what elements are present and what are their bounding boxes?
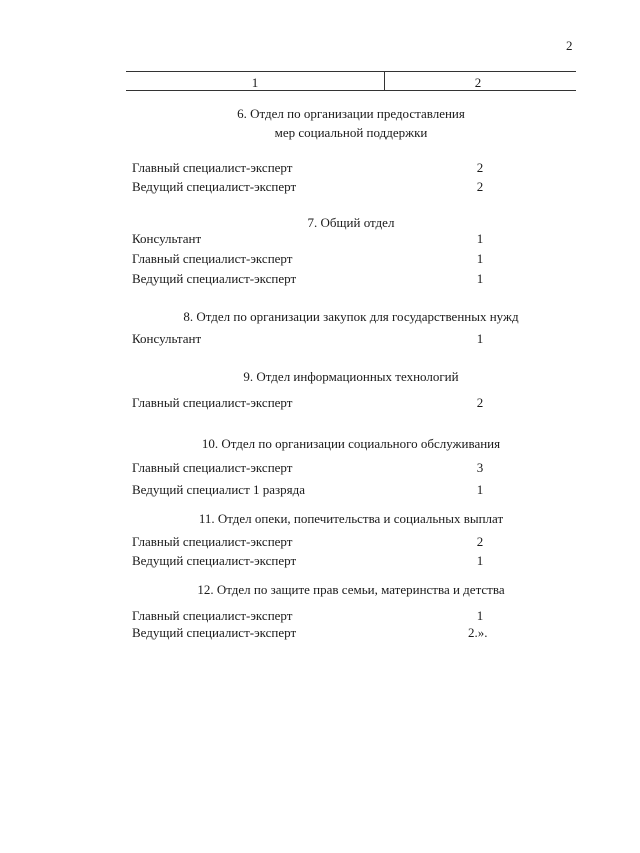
section-heading-6 [126,104,576,142]
section-heading-line: мер социальной поддержки [274,125,428,140]
position-label: Консультант [132,231,202,246]
position-count: 2 [476,160,484,175]
page-number: 2 [566,38,573,53]
position-count: 2 [476,534,484,549]
position-count: 1 [476,553,484,568]
position-count: 1 [476,331,484,346]
position-count: 1 [476,251,484,266]
position-count: 1 [476,608,484,623]
position-label: Главный специалист-эксперт [132,160,293,175]
section-heading-10: 10. Отдел по организации социального обслуживания [201,436,501,451]
section-heading-11: 11. Отдел опеки, попечительства и социальных выплат [198,511,504,526]
position-label: Главный специалист-эксперт [132,395,293,410]
position-label: Ведущий специалист-эксперт [132,271,297,286]
position-label: Ведущий специалист-эксперт [132,553,297,568]
position-label: Ведущий специалист-эксперт [132,179,297,194]
position-count: 1 [476,231,484,246]
position-label: Главный специалист-эксперт [132,534,293,549]
position-label: Главный специалист-эксперт [132,251,293,266]
position-count: 2 [476,179,484,194]
position-count: 1 [476,271,484,286]
position-count: 2 [476,395,484,410]
position-count: 1 [476,482,484,497]
position-count: 2.». [468,625,488,640]
section-heading-9: 9. Отдел информационных технологий [243,369,459,384]
position-count: 3 [476,460,484,475]
table-bottom-rule [126,90,576,91]
position-label: Главный специалист-эксперт [132,608,293,623]
table-header-col1: 1 [251,75,259,90]
table-header-col2: 2 [474,75,482,90]
section-heading-line: 6. Отдел по организации предоставления [237,106,465,121]
position-label: Консультант [132,331,202,346]
position-label: Ведущий специалист 1 разряда [132,482,306,497]
section-heading-7: 7. Общий отдел [307,215,395,230]
section-heading-8: 8. Отдел по организации закупок для государственных нужд [183,309,519,324]
table-column-divider [384,71,385,90]
position-label: Главный специалист-эксперт [132,460,293,475]
position-label: Ведущий специалист-эксперт [132,625,297,640]
section-heading-12: 12. Отдел по защите прав семьи, материнства и детства [197,582,505,597]
table-top-rule [126,71,576,72]
